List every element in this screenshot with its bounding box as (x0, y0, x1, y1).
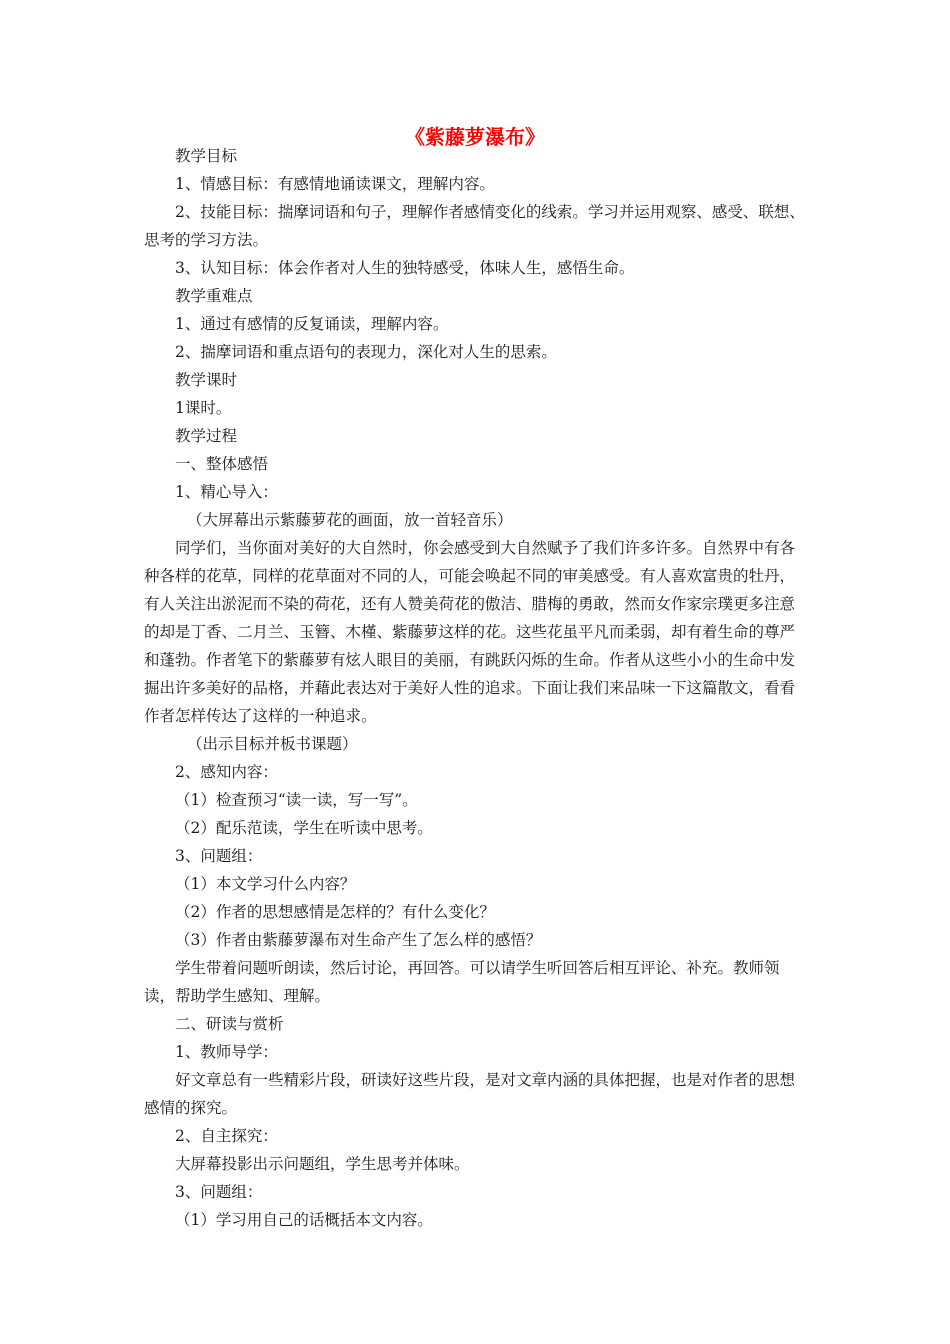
stage-direction-screen: （大屏幕出示紫藤萝花的画面，放一首轻音乐） (187, 511, 513, 529)
section-2-heading: 二、研读与赏析 (175, 1015, 284, 1033)
step-self-explore: 2、自主探究： (175, 1127, 278, 1145)
step-teacher-guide: 1、教师导学： (175, 1043, 278, 1061)
intro-paragraph: 同学们，当你面对美好的大自然时，你会感受到大自然赋予了我们许多许多。自然界中有各种各样的花草，同样的花草面对不同的人，可能会唤起不同的审美感受。有人喜欢富贵的牡丹，有人关注出淤泥而不染的荷花，还有人赞美荷花的傲洁、腊梅的勇敢，然而女作家宗璞更多注意的却是丁香、二月兰、玉簪、木槿、紫藤萝这样的花。这些花虽平凡而柔弱，却有着生命的尊严和蓬勃。作者笔下的紫藤萝有炫人眼目的美丽，有跳跃闪烁的生命。作者从这些小小的生命中发掘出许多美好的品格，并藉此表达对于美好人性的追求。下面让我们来品味一下这篇散文，看看作者怎样传达了这样的一种追求。 (144, 539, 796, 725)
goal-skill: 2、技能目标：揣摩词语和句子，理解作者感情变化的线索。学习并运用观察、感受、联想、思考的学习方法。 (144, 203, 805, 249)
self-explore-paragraph: 大屏幕投影出示问题组，学生思考并体味。 (175, 1155, 470, 1173)
heading-teaching-goals: 教学目标 (175, 147, 238, 165)
question-2: （2）作者的思想感情是怎样的？有什么变化？ (175, 903, 495, 921)
class-hours-value: 1课时。 (175, 399, 232, 417)
question-2-1: （1）学习用自己的话概括本文内容。 (175, 1211, 433, 1229)
heading-class-hours: 教学课时 (175, 371, 238, 389)
question-3: （3）作者由紫藤萝瀑布对生命产生了怎么样的感悟？ (175, 931, 542, 949)
stage-direction-goals: （出示目标并板书课题） (187, 735, 358, 753)
document-body (144, 142, 808, 1234)
step-perceive: 2、感知内容： (175, 763, 278, 781)
step-questions-2: 3、问题组： (175, 1183, 263, 1201)
perceive-item-1: （1）检查预习“读一读，写一写”。 (175, 791, 418, 809)
discussion-paragraph: 学生带着问题听朗读，然后讨论，再回答。可以请学生听回答后相互评论、补充。教师领读，帮助学生感知、理解。 (144, 959, 780, 1005)
document-title: 《紫藤萝瀑布》 (405, 125, 545, 149)
teacher-guide-paragraph: 好文章总有一些精彩片段，研读好这些片段，是对文章内涵的具体把握，也是对作者的思想感情的探究。 (144, 1071, 796, 1117)
step-introduction: 1、精心导入： (175, 483, 278, 501)
section-1-heading: 一、整体感悟 (175, 455, 269, 473)
key-point-1: 1、通过有感情的反复诵读，理解内容。 (175, 315, 449, 333)
question-1: （1）本文学习什么内容？ (175, 875, 356, 893)
heading-key-points: 教学重难点 (175, 287, 253, 305)
goal-cognition: 3、认知目标：体会作者对人生的独特感受，体味人生，感悟生命。 (175, 259, 635, 277)
goal-emotion: 1、情感目标：有感情地诵读课文，理解内容。 (175, 175, 495, 193)
key-point-2: 2、揣摩词语和重点语句的表现力，深化对人生的思索。 (175, 343, 557, 361)
step-questions: 3、问题组： (175, 847, 263, 865)
heading-teaching-process: 教学过程 (175, 427, 238, 445)
perceive-item-2: （2）配乐范读，学生在听读中思考。 (175, 819, 433, 837)
